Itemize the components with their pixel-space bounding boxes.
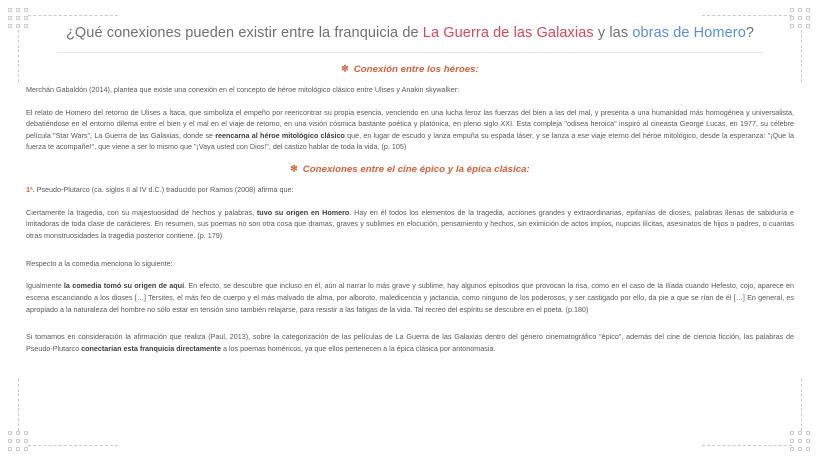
ordinal-marker: 1ª. [26,185,35,195]
dashed-rule-bottom-right [702,445,792,446]
closing-emphasis-conectarian: conectarían esta franquicia directamente [81,344,221,354]
dashed-rule-left-top [18,30,19,82]
tragedia-emphasis-origen: tuvo su origen en Homero [256,207,350,217]
title-part-1: ¿Qué conexiones pueden existir entre la franquicia de [65,25,423,41]
section-heading-cine-epico-label: Conexiones entre el cine épico y la épica clásica: [302,164,530,176]
slide-content [26,14,794,363]
paragraph-heroes-intro: Merchán Gabaldón (2014), plantea que existe una conexión en el concepto de héroe mitológico clásico entre Ulises y Anakin skywalker: [26,84,460,94]
comedia-emphasis-origen: la comedia tomó su origen de aquí [63,281,185,291]
title-divider [57,52,764,53]
floral-asterisk-icon: ✻ [341,63,349,74]
comedia-text-after-bold: . En efecto, se descubre que incluso en él, aún al narrar lo más grave y sublime, hay algunos episodios que provocan la risa, como en el caso de la Ilíada cuando Hefesto, cojo, aparece en escena escanciando a los dioses […] Tersites, el más feo de cuerpo y el más malvado de alma, por alboroto, maledicencia y jactancia, como ninguno de los poderosos, y ser castigado por ello, da pie a que se rían de él […] En general, es apropiado a la naturaleza del hombre no sólo estar en tensión sino también relajarse, para resistir a las fatigas de la vida. Tal recreo del espíritu se descubre en el poeta. (p.180) [26,281,794,314]
blockquote-merchan-gabaldon [26,107,794,154]
blockquote-comedia [26,280,794,315]
paragraph-pseudo-plutarco-rest: Pseudo-Plutarco (ca. siglos II al IV d.C.) traducido por Ramos (2008) afirma que: [34,185,294,195]
quote-text-before-bold: El relato de Homero del retorno de Ulises a Ítaca, que simboliza el empeño por reencontrar su propia esencia, venciendo en una lucha feroz las fuerzas del bien a las del mal, y presenta a una humanidad más homogénea y universalista, debatiéndose en el entorno dilema entre el bien y el mal en el viaje de retorno, en una visión cósmica bastante poética y platónica, en pleno siglo XXI. Esta compleja "odisea heroica" inspiró al cineasta George Lucas, en 1977, su célebre película "Star Wars", La Guerra de las Galaxias, donde se [26,107,794,140]
section-heading-heroes-label: Conexión entre los héroes: [353,63,479,75]
dashed-rule-bottom-left [28,445,118,446]
closing-text-after-bold: a los poemas homéricos, ya que ellos pertenecen a la épica clásica por antonomasia. [220,344,496,354]
quote-text-after-bold: que, en lugar de escudo y lanza empuña su espada láser, y se lanza a ese viaje eterno del héroe mitológico, desde la esperanza: "¡Que la fuerza te acompañe!", que viene a ser lo mismo que "¡Vaya usted con Dios!", del castizo hablar de toda la vida. (p. 105) [26,130,794,152]
paragraph-closing-conclusion [26,331,794,354]
dashed-rule-right-bottom [801,379,802,431]
title-highlight-starwars: La Guerra de las Galaxias [422,25,594,41]
title-part-3: ? [745,25,755,41]
closing-text-before-bold: Si tomamos en consideración la afirmación que realiza (Paul, 2013), sobre la categorización de las películas de La Guerra de las Galaxias dentro del género cinematográfico "épico", además del cine de ciencia ficción, las palabras de Pseudo-Plutarco [26,332,794,354]
corner-ornament-bottom-left [8,431,30,453]
quote-emphasis-reencarna: reencarna al héroe mitológico clásico [215,130,345,140]
corner-ornament-bottom-right [790,431,812,453]
blockquote-tragedia [26,207,794,242]
dashed-rule-left-bottom [18,379,19,431]
section-heading-heroes [26,64,794,75]
title-part-2: y las [593,25,633,41]
title-highlight-homero: obras de Homero [632,25,746,41]
floral-asterisk-icon: ✻ [290,163,298,174]
paragraph-comedia-lead: Respecto a la comedia menciona lo siguiente: [26,258,173,268]
comedia-text-before-bold: Igualmente [26,281,64,291]
page-title [26,14,794,43]
tragedia-text-before-bold: Ciertamente la tragedia, con su majestuosidad de hechos y palabras, [26,207,257,217]
dashed-rule-right-top [801,30,802,82]
paragraph-pseudo-plutarco-intro [26,184,794,196]
section-heading-cine-epico [26,164,794,175]
tragedia-text-after-bold: . Hay en él todos los elementos de la tragedia, acciones grandes y extraordinarias, epifanías de dioses, palabras llenas de sabiduría e imitadoras de toda clase de carácteres. En resumen, sus poemas no son otra cosa que dramas, graves y sublimes en elocución, pensamiento y hechos, sin eximición de actos impíos, nupcias ilícitas, asesinatos de hijos o padres, o cuantas otras monstruosidades la tragedia posterior contiene. (p. 179) [26,207,794,241]
